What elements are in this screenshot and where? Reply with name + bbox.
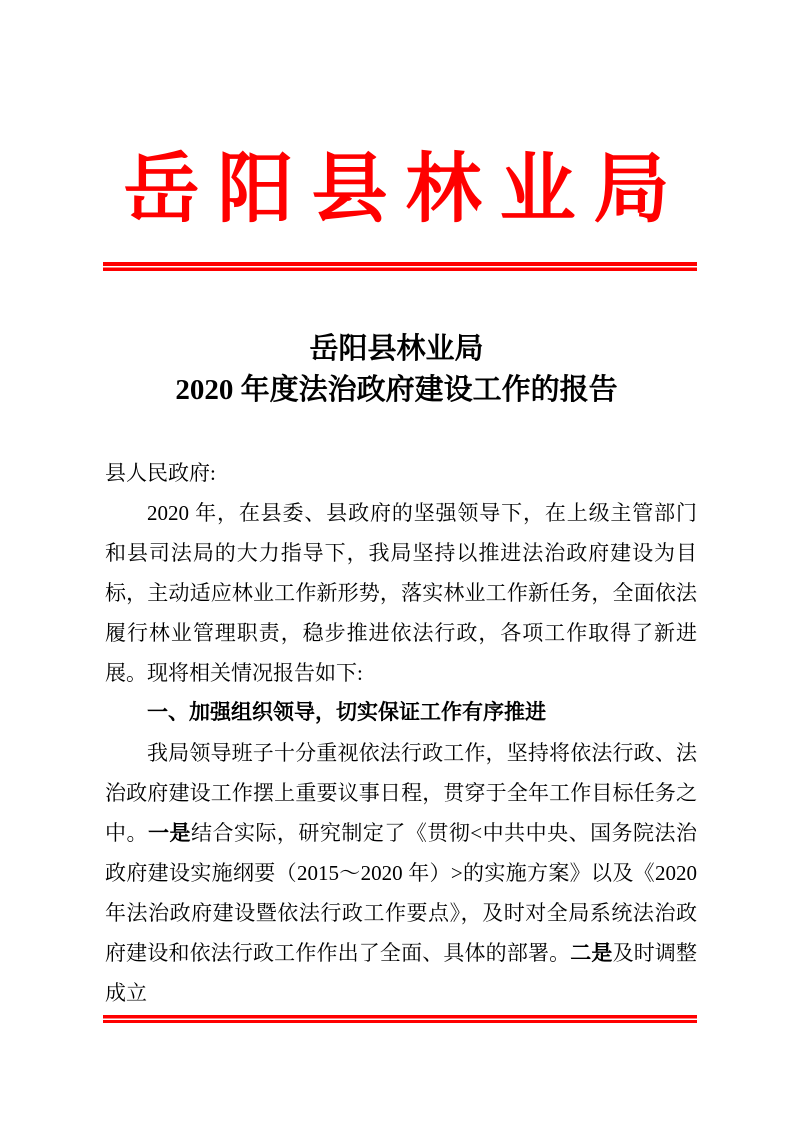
paragraph-intro: 2020 年，在县委、县政府的坚强领导下，在上级主管部门和县司法局的大力指导下，我局坚持以推进法治政府建设为目标，主动适应林业工作新形势，落实林业工作新任务，全面依法履行林业管理职责，稳步推进依法行政，各项工作取得了新进展。现将相关情况报告如下: [105,501,697,685]
paragraph-section-1 [105,733,697,1013]
emphasis-yishi: 一是 [147,821,191,845]
emphasis-ershi: 二是 [570,941,613,965]
document-body [105,453,697,1013]
salutation: 县人民政府: [105,461,216,485]
letterhead-org-name: 岳阳县林业局 [123,148,688,232]
paragraph-section-1-seg1: 我局领导班子十分重视依法行政工作，坚持将依法行政、法治政府建设工作摆上重要议事日程，贯穿于全年工作目标任务之中。 [105,741,697,845]
paragraph-section-1-seg2: 结合实际，研究制定了《贯彻<中共中央、国务院法治政府建设实施纲要（2015～2020 年）>的实施方案》以及《2020 年法治政府建设暨依法行政工作要点》，及时对全局系统法治政府建设和依法行政工作作出了全面、具体的部署。 [105,821,698,965]
paragraph-section-1-seg3: 及时调整成立 [105,941,698,1005]
section-1-heading: 一、加强组织领导，切实保证工作有序推进 [147,701,546,724]
document-title-line2: 2020 年度法治政府建设工作的报告 [175,374,618,406]
document-title [0,329,793,411]
page-bottom-divider-line [103,1015,697,1023]
document-title-line1: 岳阳县林业局 [309,333,484,365]
letterhead-divider-line [103,262,697,271]
